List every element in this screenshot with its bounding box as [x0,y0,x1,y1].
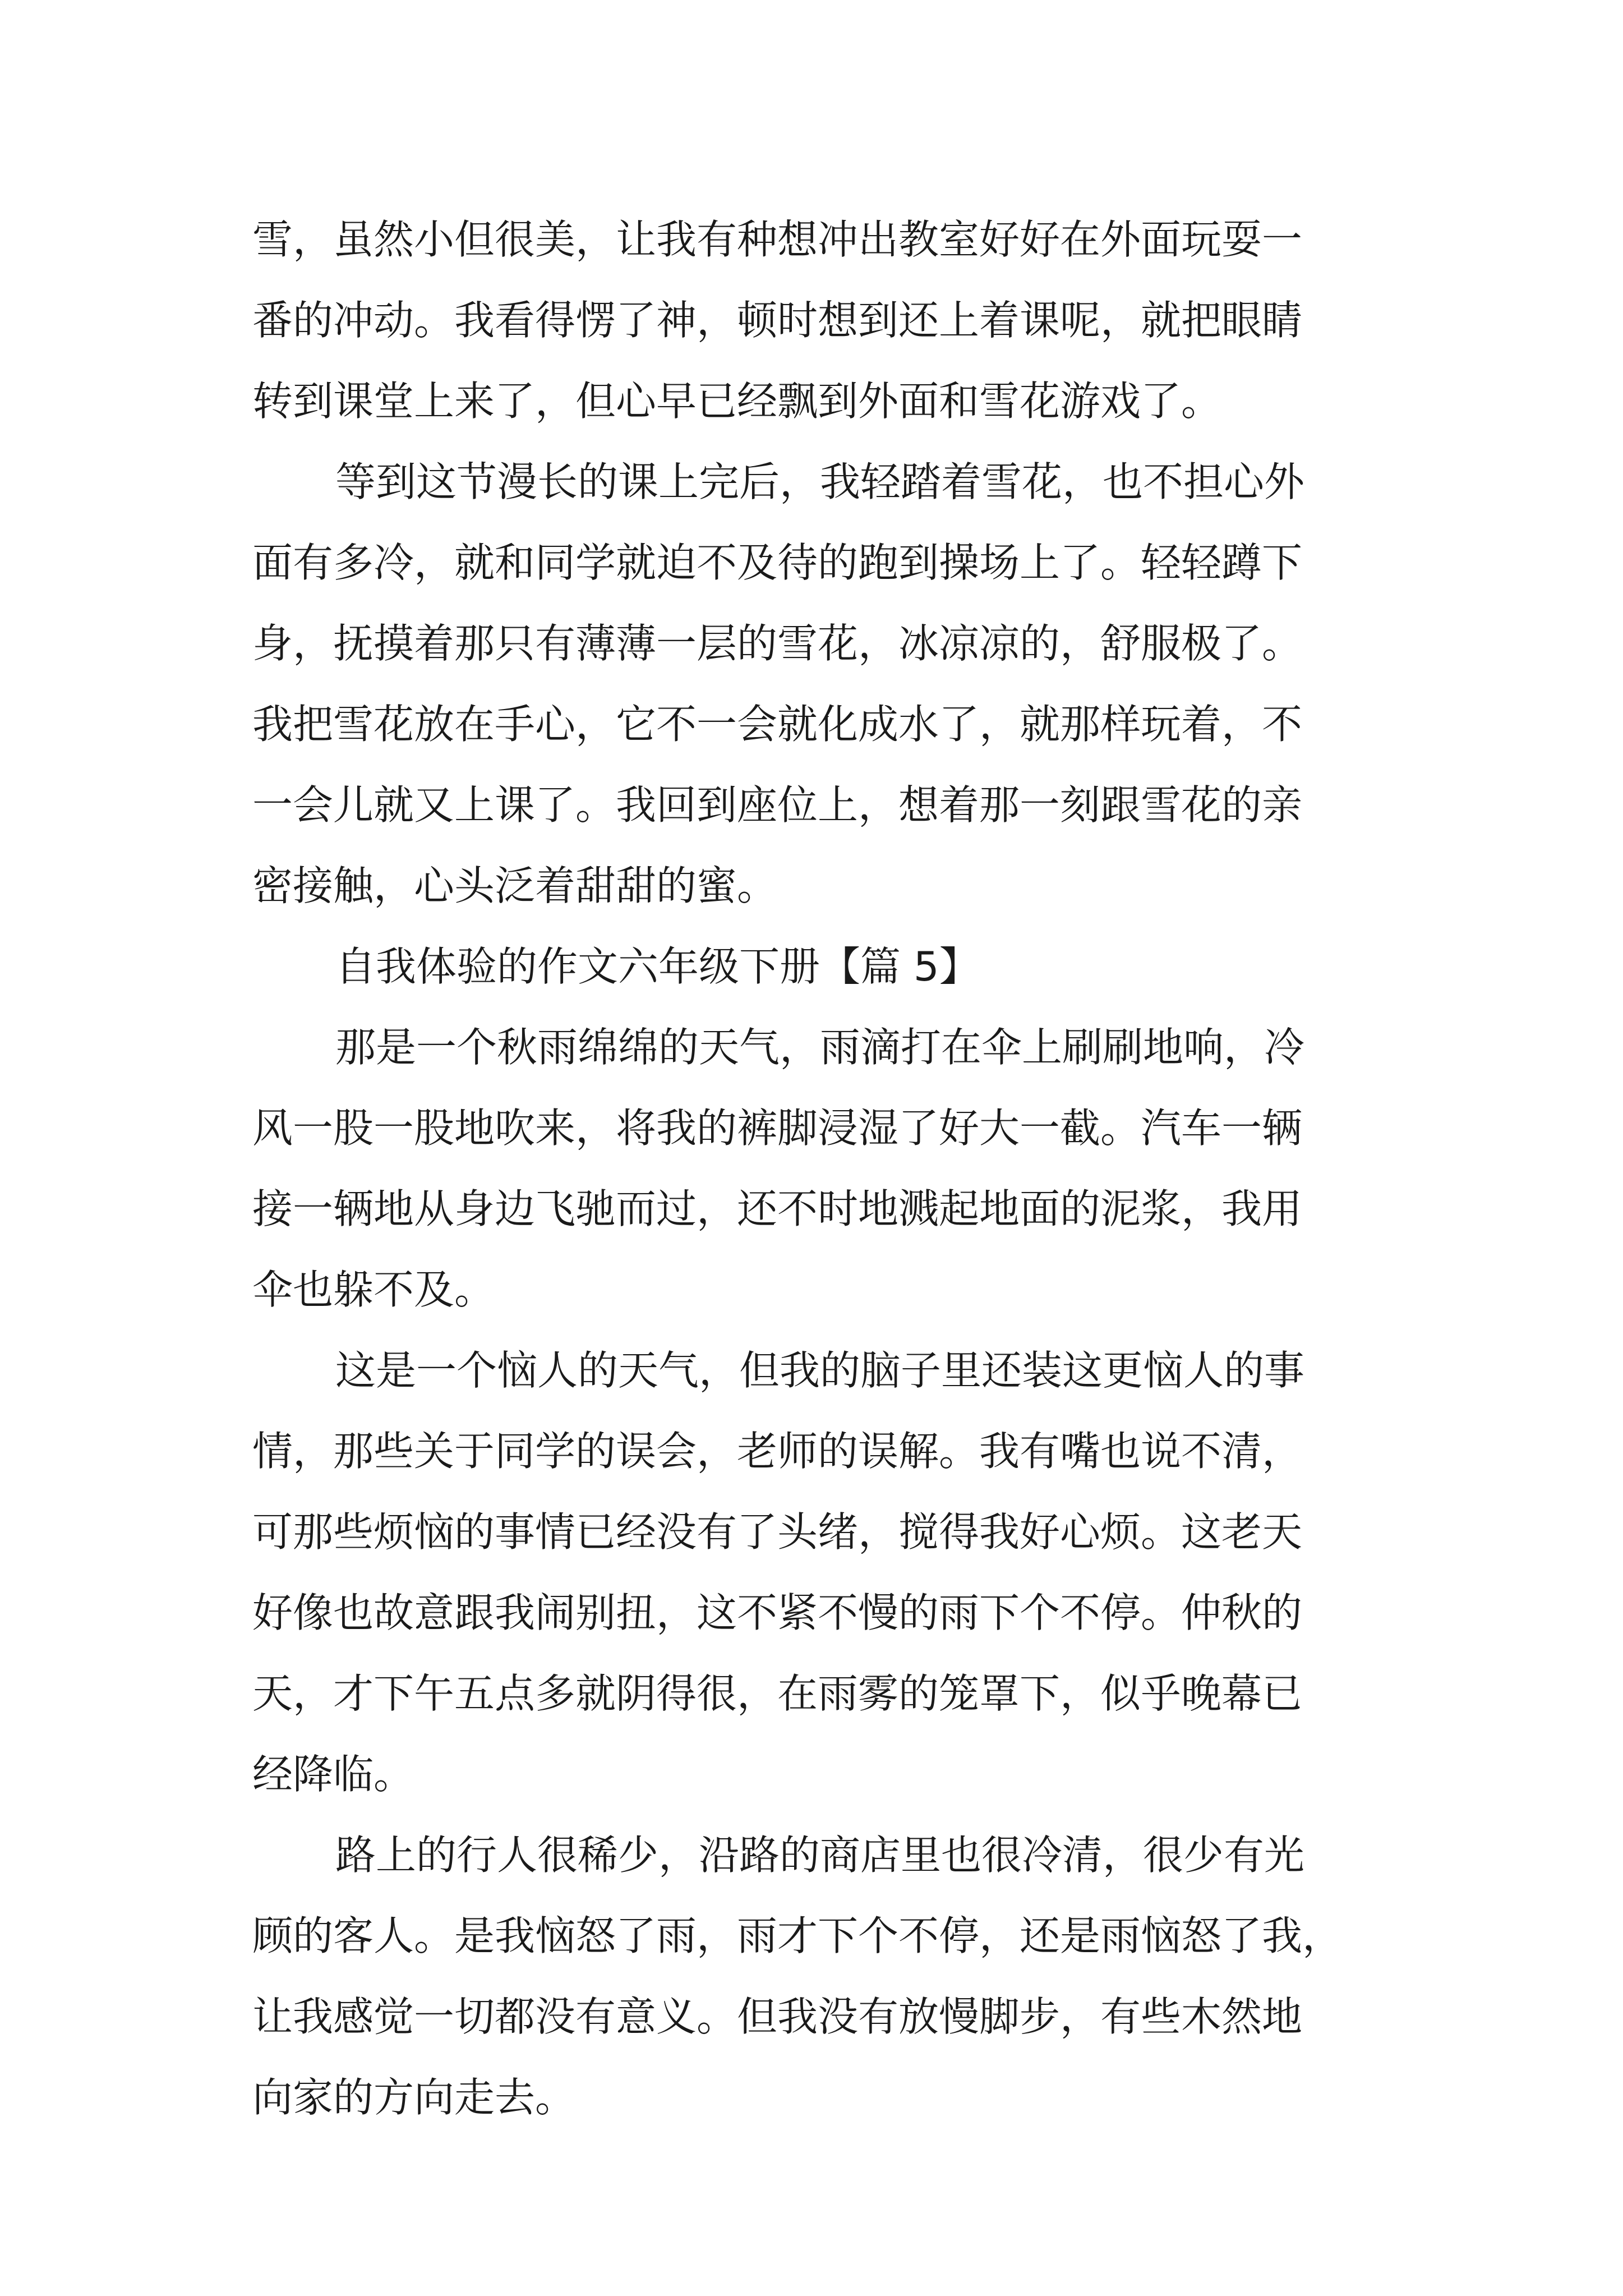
text-line: 向家的方向走去。 [252,2074,576,2121]
text-line: 这是一个恼人的天气，但我的脑子里还装这更恼人的事 [335,1347,1305,1394]
text-line: 让我感觉一切都没有意义。但我没有放慢脚步，有些木然地 [252,1993,1303,2040]
essay-text-block [252,199,1408,2138]
text-line: 可那些烦恼的事情已经没有了头绪，搅得我好心烦。这老天 [252,1508,1303,1556]
text-line: 路上的行人很稀少，沿路的商店里也很冷清，很少有光 [335,1832,1305,1879]
section-heading: 自我体验的作文六年级下册【篇 5】 [335,943,980,990]
text-line: 好像也故意跟我闹别扭，这不紧不慢的雨下个不停。仲秋的 [252,1589,1303,1636]
text-line: 转到课堂上来了，但心早已经飘到外面和雪花游戏了。 [252,378,1222,425]
text-line: 密接触，心头泛着甜甜的蜜。 [252,862,778,909]
text-line: 天，才下午五点多就阴得很，在雨雾的笼罩下，似乎晚幕已 [252,1670,1303,1717]
text-line: 我把雪花放在手心，它不一会就化成水了，就那样玩着，不 [252,701,1303,748]
text-line: 风一股一股地吹来，将我的裤脚浸湿了好大一截。汽车一辆 [252,1105,1303,1152]
text-line: 雪，虽然小但很美，让我有种想冲出教室好好在外面玩耍一 [252,216,1303,263]
text-line: 一会儿就又上课了。我回到座位上，想着那一刻跟雪花的亲 [252,781,1303,829]
text-line: 接一辆地从身边飞驰而过，还不时地溅起地面的泥浆，我用 [252,1185,1303,1232]
text-line: 顾的客人。是我恼怒了雨，雨才下个不停，还是雨恼怒了我， [252,1912,1343,1959]
text-line: 那是一个秋雨绵绵的天气，雨滴打在伞上刷刷地响，冷 [335,1024,1305,1071]
text-line: 等到这节漫长的课上完后，我轻踏着雪花，也不担心外 [335,458,1305,505]
text-line: 番的冲动。我看得愣了神，顿时想到还上着课呢，就把眼睛 [252,297,1303,344]
text-line: 经降临。 [252,1751,414,1798]
text-line: 伞也躲不及。 [252,1266,495,1313]
text-line: 面有多冷，就和同学就迫不及待的跑到操场上了。轻轻蹲下 [252,539,1303,586]
text-line: 身，抚摸着那只有薄薄一层的雪花，冰凉凉的，舒服极了。 [252,620,1303,667]
text-line: 情，那些关于同学的误会，老师的误解。我有嘴也说不清， [252,1428,1303,1475]
